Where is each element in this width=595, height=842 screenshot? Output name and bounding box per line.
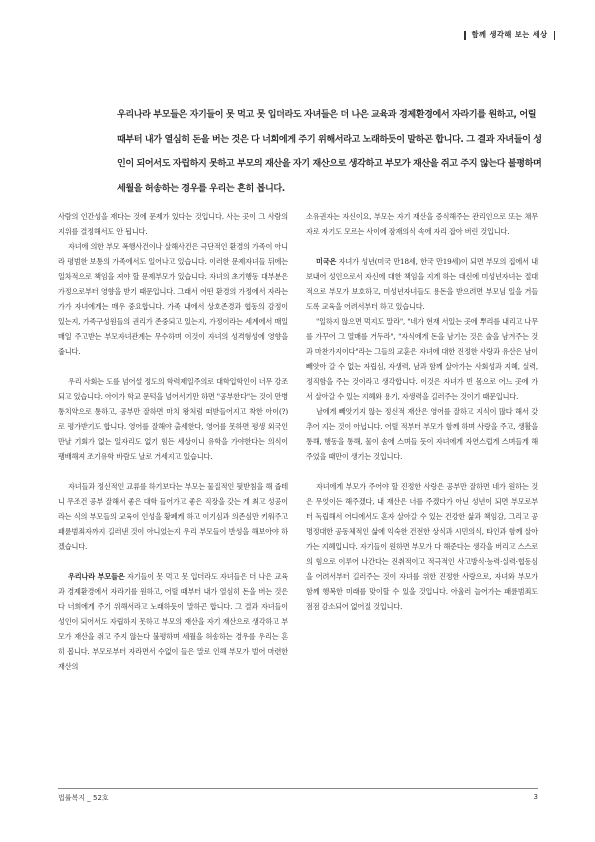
left-column — [58, 209, 288, 674]
header-divider-left — [464, 31, 465, 40]
paragraph-text: 우리 사회는 도를 넘어설 정도의 학력제일주의로 대학입학인이 너무 강조되고 있습니다. 아이가 학교 문턱을 넘어서기만 하면 "공부한다"는 것이 만병통치약으로 통하고, 공부만 잘하면 마치 왕처럼 떠받들어지고 착한 아이(?)로 평가받기도 합니다. 영어를 잘해야 출세한다, 영어를 못하면 평생 외국인 만날 기회가 없는 일자리도 없기 힘든 세상이니 유학을 가야한다는 의식이 팽배해져 조기유학 바람도 날로 거세지고 있습니다. — [58, 377, 288, 461]
paragraph-text: 자녀들과 정신적인 교류를 하기보다는 부모는 물질적인 뒷받침을 해 줍테니 무조건 공부 잘해서 좋은 대학 들어가고 좋은 직장을 갖는 게 최고 성공이라는 식의 부모들의 교육이 인성을 황폐케 하고 이기심과 의존심만 키워주고 패륜범죄자까지 길러낸 것이 아니었는지 우리 부모들이 반성을 해보아야 하겠습니다. — [58, 482, 288, 551]
paragraph-text: 자기들이 못 먹고 못 입더라도 자녀들은 더 나은 교육과 경제환경에서 자라기를 원하고, 어릴 때부터 내가 열심히 돈을 버는 것은 다 너희에게 주기 위해서라고 노래하듯이 말하곤 합니다. 그 결과 자녀들이 성인이 되어서도 자립하지 못하고 부모의 재산을 자기 재산으로 생각하고 부모가 재산을 쥐고 주지 않는다 불평하며 세월을 허송하는 경우를 우리는 흔히 봅니다. 부모로부터 자라면서 수없이 들은 말로 인해 부모가 벌어 마련한 재산의 — [58, 572, 288, 671]
body-paragraph — [58, 479, 288, 554]
lead-paragraph: 우리나라 부모들은 자기들이 못 먹고 못 입더라도 자녀들은 더 나은 교육과 경제환경에서 자라기를 원하고, 어릴 때부터 내가 열심히 돈을 버는 것은 다 너희에게 주기 위해서라고 노래하듯이 말하곤 합니다. 그 결과 자녀들이 성인이 되어서도 자립하지 못하고 부모의 재산을 자기 재산으로 생각하고 부모가 재산을 쥐고 주지 않는다 불평하며 세월을 허송하는 경우를 우리는 흔히 봅니다. — [117, 110, 542, 194]
body-paragraph — [58, 569, 288, 674]
section-title: 함께 생각해 보는 세상 — [471, 30, 548, 39]
body-paragraph — [58, 239, 288, 359]
body-paragraph — [58, 209, 288, 239]
paragraph-lead-phrase: 미국은 — [316, 257, 337, 266]
paragraph-text: 남에게 빼앗기지 않는 정신적 재산은 영어를 잘하고 지식이 많다 해서 갖추어 지는 것이 아닙니다. 어릴 적부터 부모가 함께 하며 사랑을 주고, 생활을 통해, 행동을 통해, 물이 솜에 스며들 듯이 자녀에게 자연스럽게 스며들게 해주었을 때만이 생기는 것입니다. — [306, 407, 538, 461]
footer-publication: 법률복지 _ 52호 — [58, 794, 109, 802]
paragraph-lead-phrase: 우리나라 부모들은 — [68, 572, 125, 581]
body-paragraph — [58, 374, 288, 464]
paragraph-text: "일하지 않으면 먹지도 말라", "네가 현재 서있는 곳에 뿌리를 내리고 나무를 가꾸어 그 열매를 거두라", "자식에게 돈을 남기는 것은 술을 남겨주는 것과 마찬가지이다"라는 그들의 교훈은 자녀에 대한 진정한 사랑과 유산은 남이 빼앗아 갈 수 없는 자립심, 자생력, 남과 함께 살아가는 사회성과 지혜, 실력, 정직함을 주는 것이라고 생각합니다. 이것은 자녀가 빈 몸으로 어느 곳에 가서 살아갈 수 있는 지혜와 용기, 자생력을 길러주는 것이기 때문입니다. — [306, 317, 538, 401]
right-column — [306, 209, 538, 614]
body-paragraph — [306, 404, 538, 464]
body-paragraph — [306, 479, 538, 614]
paragraph-text: 사람의 인간성을 재다는 것에 문제가 있다는 것입니다. 사는 곳이 그 사람의 지위를 결정해서도 안 됩니다. — [58, 212, 288, 236]
body-paragraph — [306, 254, 538, 314]
body-paragraph — [306, 314, 538, 404]
header-divider-right — [554, 31, 555, 40]
page-number: 3 — [533, 793, 538, 801]
section-header — [464, 28, 555, 42]
paragraph-text: 자녀에게 부모가 주어야 할 진정한 사랑은 공부만 잘하면 네가 원하는 것은 무엇이든 해주겠다, 내 재산은 너를 주겠다가 아닌 성년이 되면 부모로부터 독립해서 어디에서도 혼자 살아갈 수 있는 건강한 삶과 책임감, 그리고 공명정대한 공동체적인 삶에 익숙한 건전한 상식과 시민의식, 타인과 함께 살아가는 지혜입니다. 자기들이 원하면 부모가 다 해준다는 생각을 버리고 스스로의 힘으로 이루어 나간다는 진취적이고 적극적인 사고방식·능력·실력·협동심을 어려서부터 길러주는 것이 자녀를 위한 진정한 사랑으로, 자녀와 부모가 함께 행복한 미래를 맞이할 수 있을 것입니다. 아울러 늘어가는 패륜범죄도 점점 감소되어 없어질 것입니다. — [306, 482, 538, 611]
paragraph-text: 자녀가 성년(미국 만18세, 한국 만19세)이 되면 부모의 집에서 내보내어 성인으로서 자신에 대한 책임을 지게 하는 대신에 미성년자녀는 절대적으로 부모가 보호하고, 미성년자녀들도 용돈을 받으려면 부모님 일을 거들도록 교육을 어려서부터 하고 있습니다. — [306, 257, 538, 311]
footer-divider — [58, 788, 538, 789]
paragraph-text: 소유권자는 자신이요, 부모는 자기 재산을 증식해주는 관리인으로 또는 채무자로 자기도 모르는 사이에 잠재의식 속에 자리 잡아 버린 것입니다. — [306, 212, 538, 236]
paragraph-text: 자녀에 의한 부모 폭행사건이나 살해사건은 극단적인 환경의 가족이 아니라 평범한 보통의 가족에서도 일어나고 있습니다. 이러한 문제자녀들 뒤에는 일차적으로 책임을 져야 할 문제부모가 있습니다. 자녀의 초기행동 대부분은 가정으로부터 영향을 받기 때문입니다. 그래서 어떤 환경의 가정에서 자라는가가 자녀에게는 매우 중요합니다. 가족 내에서 상호존경과 협동의 감정이 있는지, 가족구성원들의 권리가 존중되고 있는지, 가정이라는 세계에서 매일매일 주고받는 부모자녀관계는 무수하며 이것이 자녀의 성격형성에 영향을 줍니다. — [58, 242, 288, 356]
body-paragraph — [306, 209, 538, 239]
